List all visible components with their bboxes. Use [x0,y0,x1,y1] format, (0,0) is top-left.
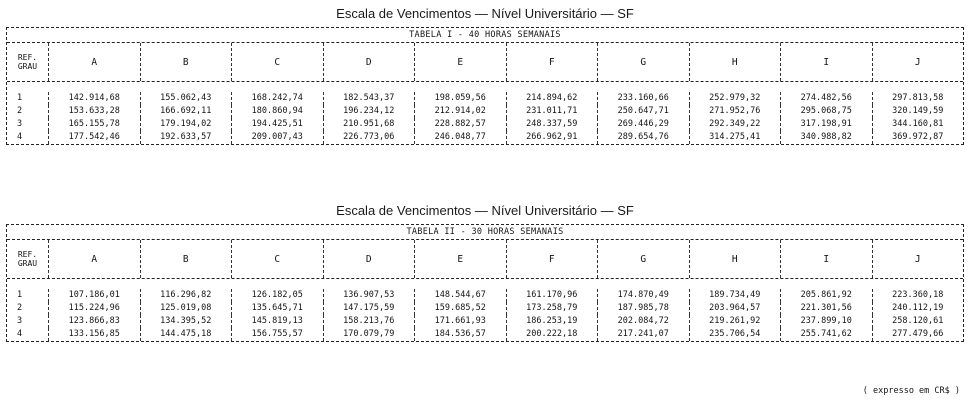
grau-cell: 1 [7,92,49,105]
value-cell: 196.234,12 [324,105,416,118]
column-header-b: B [141,240,233,278]
column-header-f: F [507,240,599,278]
value-cell: 252.979,32 [690,92,782,105]
column-header-g: G [598,240,690,278]
table1-caption: TABELA I - 40 HORAS SEMANAIS [7,28,963,43]
value-cell: 133.156,85 [49,328,141,341]
value-cell: 161.170,96 [507,289,599,302]
value-cell: 184.536,57 [415,328,507,341]
column-header-c: C [232,240,324,278]
value-cell: 182.543,37 [324,92,416,105]
column-header-d: D [324,240,416,278]
table-row [7,131,963,144]
value-cell: 135.645,71 [232,302,324,315]
table2-title: Escala de Vencimentos — Nível Universitário — SF [336,203,634,218]
value-cell: 235.706,54 [690,328,782,341]
column-header-h: H [690,43,782,81]
value-cell: 166.692,11 [141,105,233,118]
value-cell: 165.155,78 [49,118,141,131]
table2-body [7,279,963,341]
value-cell: 250.647,71 [598,105,690,118]
column-header-j: J [914,56,921,68]
value-cell: 158.213,76 [324,315,416,328]
salary-table-2 [6,224,964,342]
column-header-i: I [781,43,873,81]
column-header-c: C [232,43,324,81]
value-cell: 202.084,72 [598,315,690,328]
table-row [7,315,963,328]
value-cell: 171.661,93 [415,315,507,328]
value-cell: 116.296,82 [141,289,233,302]
value-cell: 174.870,49 [598,289,690,302]
value-cell: 156.755,57 [232,328,324,341]
value-cell: 214.894,62 [507,92,599,105]
value-cell: 126.182,05 [232,289,324,302]
value-cell: 277.479,66 [892,329,944,339]
table-row [7,118,963,131]
value-cell: 292.349,22 [690,118,782,131]
value-cell: 219.261,92 [690,315,782,328]
table1-body [7,82,963,144]
ref-grau-header [7,240,49,278]
value-cell: 203.964,57 [690,302,782,315]
value-cell: 217.241,07 [598,328,690,341]
value-cell: 228.882,57 [415,118,507,131]
column-header-a: A [49,43,141,81]
value-cell: 369.972,87 [892,132,944,142]
value-cell: 295.068,75 [781,105,873,118]
grau-cell: 4 [7,328,49,341]
value-cell: 189.734,49 [690,289,782,302]
value-cell: 192.633,57 [141,131,233,144]
value-cell: 297.813,58 [892,93,944,103]
value-cell: 221.301,56 [781,302,873,315]
column-header-f: F [507,43,599,81]
currency-footnote: ( expresso em CR$ ) [862,386,960,396]
value-cell: 173.258,79 [507,302,599,315]
value-cell: 344.160,81 [892,119,944,129]
value-cell: 145.819,13 [232,315,324,328]
column-header-d: D [324,43,416,81]
value-cell: 186.253,19 [507,315,599,328]
value-cell: 274.482,56 [781,92,873,105]
value-cell: 255.741,62 [781,328,873,341]
value-cell: 125.019,08 [141,302,233,315]
value-cell: 180.860,94 [232,105,324,118]
ref-label: REF. [17,250,38,259]
value-cell: 340.988,82 [781,131,873,144]
table-row [7,289,963,302]
value-cell: 223.360,18 [892,290,944,300]
ref-label: REF. [17,53,38,62]
value-cell: 212.914,02 [415,105,507,118]
value-cell: 115.224,96 [49,302,141,315]
grau-label: GRAU [17,62,38,71]
grau-cell: 3 [7,315,49,328]
column-header-b: B [141,43,233,81]
value-cell: 237.899,10 [781,315,873,328]
column-header-e: E [415,240,507,278]
value-cell: 231.011,71 [507,105,599,118]
grau-cell: 3 [7,118,49,131]
grau-label: GRAU [17,259,38,268]
table-row [7,328,963,341]
column-header-e: E [415,43,507,81]
value-cell: 269.446,29 [598,118,690,131]
column-header-j: J [914,253,921,265]
value-cell: 153.633,28 [49,105,141,118]
value-cell: 148.544,67 [415,289,507,302]
value-cell: 136.907,53 [324,289,416,302]
value-cell: 168.242,74 [232,92,324,105]
table-row [7,92,963,105]
value-cell: 246.048,77 [415,131,507,144]
value-cell: 134.395,52 [141,315,233,328]
value-cell: 159.685,52 [415,302,507,315]
value-cell: 271.952,76 [690,105,782,118]
column-header-a: A [49,240,141,278]
value-cell: 179.194,02 [141,118,233,131]
value-cell: 320.149,59 [892,106,944,116]
value-cell: 289.654,76 [598,131,690,144]
value-cell: 142.914,68 [49,92,141,105]
value-cell: 317.198,91 [781,118,873,131]
value-cell: 155.062,43 [141,92,233,105]
value-cell: 200.222,18 [507,328,599,341]
value-cell: 209.007,43 [232,131,324,144]
value-cell: 266.962,91 [507,131,599,144]
table-row [7,105,963,118]
value-cell: 107.186,01 [49,289,141,302]
value-cell: 258.120,61 [892,316,944,326]
value-cell: 226.773,06 [324,131,416,144]
grau-cell: 4 [7,131,49,144]
value-cell: 233.160,66 [598,92,690,105]
value-cell: 248.337,59 [507,118,599,131]
value-cell: 240.112,19 [892,303,944,313]
value-cell: 198.059,56 [415,92,507,105]
table1-title: Escala de Vencimentos — Nível Universitário — SF [336,6,634,21]
column-header-h: H [690,240,782,278]
value-cell: 170.079,79 [324,328,416,341]
table2-header-row [7,240,963,279]
value-cell: 187.985,78 [598,302,690,315]
value-cell: 205.861,92 [781,289,873,302]
value-cell: 177.542,46 [49,131,141,144]
table-row [7,302,963,315]
value-cell: 210.951,68 [324,118,416,131]
value-cell: 123.866,83 [49,315,141,328]
table1-header-row [7,43,963,82]
salary-table-1 [6,27,964,145]
value-cell: 147.175,59 [324,302,416,315]
value-cell: 194.425,51 [232,118,324,131]
value-cell: 314.275,41 [690,131,782,144]
grau-cell: 2 [7,105,49,118]
value-cell: 144.475,18 [141,328,233,341]
table2-caption: TABELA II - 30 HORAS SEMANAIS [7,225,963,240]
column-header-g: G [598,43,690,81]
column-header-i: I [781,240,873,278]
grau-cell: 2 [7,302,49,315]
ref-grau-header [7,43,49,81]
grau-cell: 1 [7,289,49,302]
